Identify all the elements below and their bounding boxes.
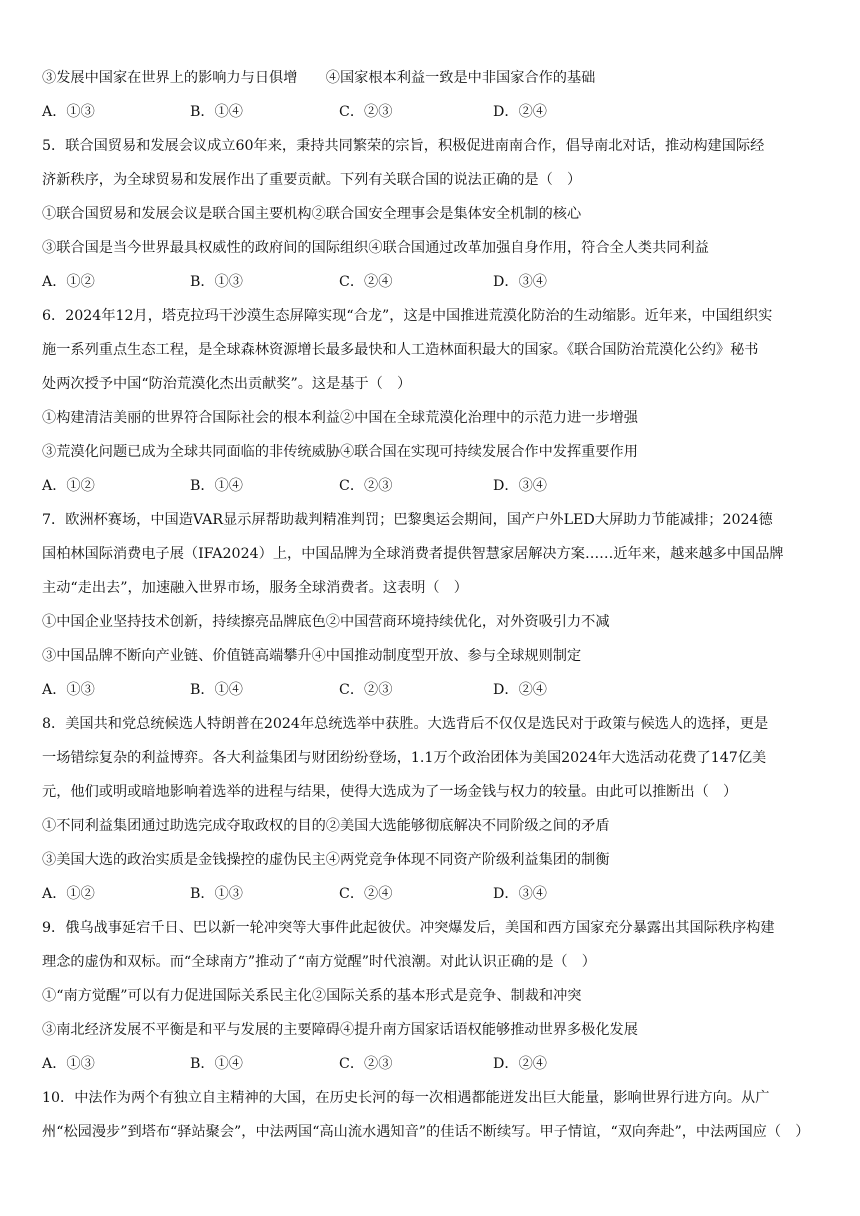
q10-stem-line: 10．中法作为两个有独立自主精神的大国，在历史长河的每一次相遇都能迸发出巨大能量，影响世界行进方向。从广 [42, 1090, 770, 1106]
q7-options [42, 680, 824, 700]
q4-options [42, 102, 824, 122]
q8-options [42, 884, 824, 904]
q5-stem-line: 5．联合国贸易和发展会议成立60年来，秉持共同繁荣的宗旨，积极促进南南合作，倡导南北对话，推动构建国际经 [42, 138, 765, 154]
option-b[interactable]: B．①④ [190, 104, 243, 120]
option-c[interactable]: C．②③ [339, 1056, 393, 1072]
q5-statement-line: ①联合国贸易和发展会议是联合国主要机构②联合国安全理事会是集体安全机制的核心 [42, 206, 582, 222]
option-c[interactable]: C．②④ [339, 886, 393, 902]
option-d[interactable]: D．③④ [493, 274, 547, 290]
option-a[interactable]: A．①③ [42, 1056, 95, 1072]
option-a[interactable]: A．①② [42, 274, 95, 290]
q6-statement-line: ①构建清洁美丽的世界符合国际社会的根本利益②中国在全球荒漠化治理中的示范力进一步增强 [42, 410, 638, 426]
option-c[interactable]: C．②③ [339, 682, 393, 698]
option-a[interactable]: A．①② [42, 478, 95, 494]
q8-stem-line: 元，他们或明或暗地影响着选举的进程与结果，使得大选成为了一场金钱与权力的较量。由此可以推断出（ ） [42, 784, 738, 800]
option-b[interactable]: B．①④ [190, 1056, 243, 1072]
option-b[interactable]: B．①④ [190, 682, 243, 698]
q9-stem-line: 理念的虚伪和双标。而“全球南方”推动了“南方觉醒”时代浪潮。对此认识正确的是（ ） [42, 954, 596, 970]
option-a[interactable]: A．①③ [42, 682, 95, 698]
q7-stem-line: 主动“走出去”，加速融入世界市场，服务全球消费者。这表明（ ） [42, 580, 468, 596]
q9-statement-line: ③南北经济发展不平衡是和平与发展的主要障碍④提升南方国家话语权能够推动世界多极化发展 [42, 1022, 638, 1038]
option-d[interactable]: D．②④ [493, 1056, 547, 1072]
q9-statement-line: ①“南方觉醒”可以有力促进国际关系民主化②国际关系的基本形式是竞争、制裁和冲突 [42, 988, 582, 1004]
q6-statement-line: ③荒漠化问题已成为全球共同面临的非传统威胁④联合国在实现可持续发展合作中发挥重要作用 [42, 444, 638, 460]
q6-stem-line: 处两次授予中国“防治荒漠化杰出贡献奖”。这是基于（ ） [42, 376, 412, 392]
option-c[interactable]: C．②③ [339, 478, 393, 494]
option-d[interactable]: D．③④ [493, 886, 547, 902]
q6-stem-line: 6．2024年12月，塔克拉玛干沙漠生态屏障实现“合龙”，这是中国推进荒漠化防治的生动缩影。近年来，中国组织实 [42, 308, 773, 324]
option-d[interactable]: D．③④ [493, 478, 547, 494]
q6-stem-line: 施一系列重点生态工程，是全球森林资源增长最多最快和人工造林面积最大的国家。《联合国防治荒漠化公约》秘书 [42, 342, 759, 358]
option-b[interactable]: B．①④ [190, 478, 243, 494]
q8-statement-line: ①不同利益集团通过助选完成夺取政权的目的②美国大选能够彻底解决不同阶级之间的矛盾 [42, 818, 610, 834]
q7-stem-line: 7．欧洲杯赛场，中国造VAR显示屏帮助裁判精准判罚；巴黎奥运会期间，国产户外LED大屏助力节能减排；2024德 [42, 512, 773, 528]
q8-statement-line: ③美国大选的政治实质是金钱操控的虚伪民主④两党竞争体现不同资产阶级利益集团的制衡 [42, 852, 610, 868]
q8-stem-line: 8．美国共和党总统候选人特朗普在2024年总统选举中获胜。大选背后不仅仅是选民对于政策与候选人的选择，更是 [42, 716, 769, 732]
q8-stem-line: 一场错综复杂的利益博弈。各大利益集团与财团纷纷登场，1.1万个政治团体为美国2024年大选活动花费了147亿美 [42, 750, 767, 766]
q7-stem-line: 国柏林国际消费电子展（IFA2024）上，中国品牌为全球消费者提供智慧家居解决方案……近年来，越来越多中国品牌 [42, 546, 784, 562]
q5-options [42, 272, 824, 292]
option-c[interactable]: C．②③ [339, 104, 393, 120]
q4-statement-line: ③发展中国家在世界上的影响力与日俱增 ④国家根本利益一致是中非国家合作的基础 [42, 70, 596, 86]
option-d[interactable]: D．②④ [493, 104, 547, 120]
option-a[interactable]: A．①③ [42, 104, 95, 120]
q7-statement-line: ③中国品牌不断向产业链、价值链高端攀升④中国推动制度型开放、参与全球规则制定 [42, 648, 582, 664]
q7-statement-line: ①中国企业坚持技术创新，持续擦亮品牌底色②中国营商环境持续优化，对外资吸引力不减 [42, 614, 610, 630]
option-b[interactable]: B．①③ [190, 274, 243, 290]
q6-options [42, 476, 824, 496]
option-b[interactable]: B．①③ [190, 886, 243, 902]
option-c[interactable]: C．②④ [339, 274, 393, 290]
option-d[interactable]: D．②④ [493, 682, 547, 698]
q9-options [42, 1054, 824, 1074]
q5-stem-line: 济新秩序，为全球贸易和发展作出了重要贡献。下列有关联合国的说法正确的是（ ） [42, 172, 582, 188]
option-a[interactable]: A．①② [42, 886, 95, 902]
q5-statement-line: ③联合国是当今世界最具权威性的政府间的国际组织④联合国通过改革加强自身作用，符合全人类共同利益 [42, 240, 709, 256]
q10-stem-line: 州“松园漫步”到塔布“驿站聚会”，中法两国“高山流水遇知音”的佳话不断续写。甲子情谊，“双向奔赴”，中法两国应（ ） [42, 1124, 810, 1140]
q9-stem-line: 9．俄乌战事延宕千日、巴以新一轮冲突等大事件此起彼伏。冲突爆发后，美国和西方国家充分暴露出其国际秩序构建 [42, 920, 775, 936]
